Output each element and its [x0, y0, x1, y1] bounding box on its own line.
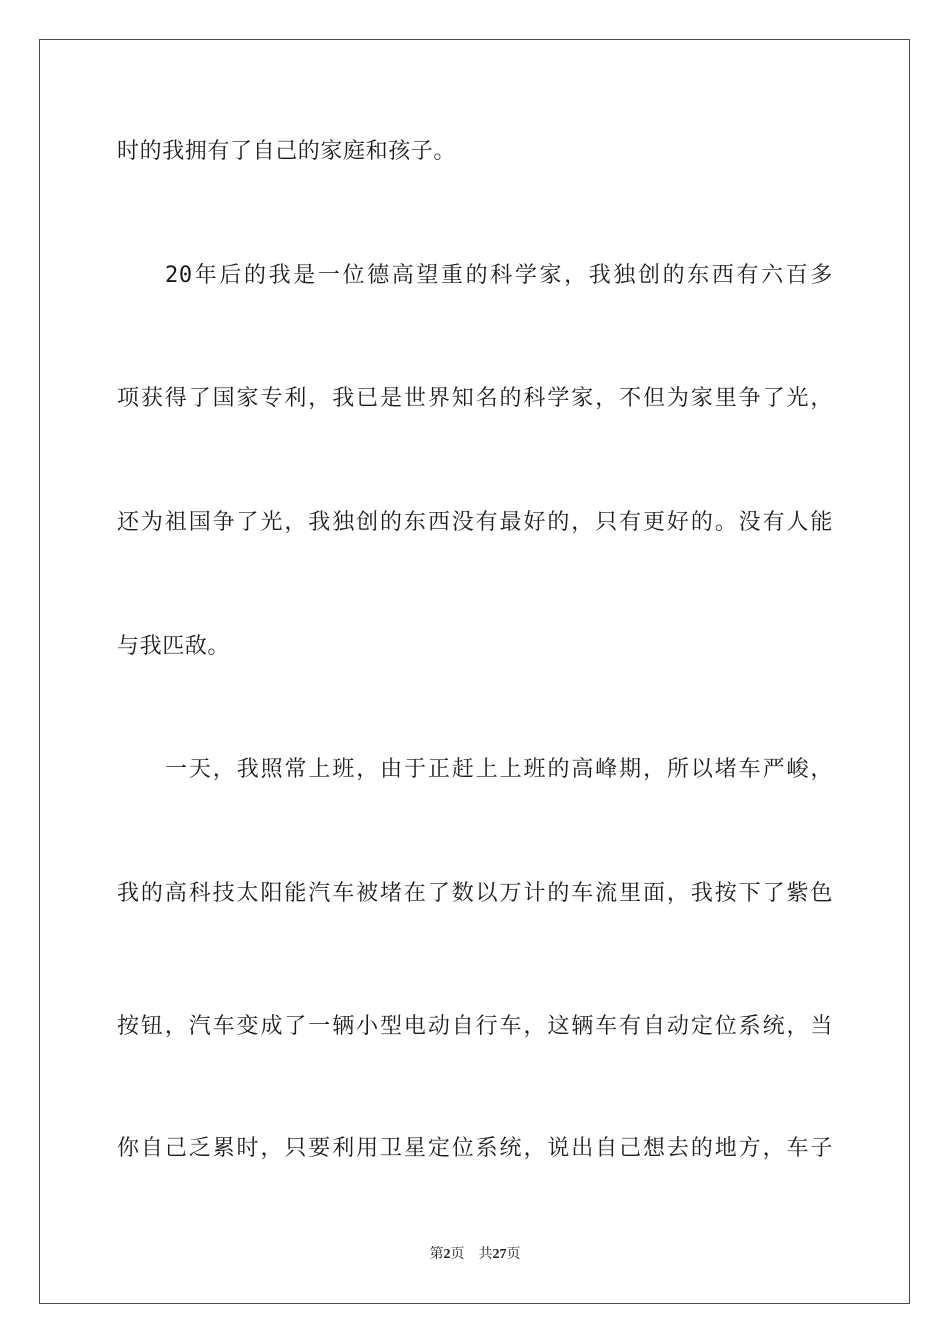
page-border	[39, 39, 910, 1304]
text-line-1: 时的我拥有了自己的家庭和孩子。	[117, 139, 457, 164]
text-line-9: 你自己乏累时，只要利用卫星定位系统，说出自己想去的地方，车子	[117, 1136, 833, 1161]
footer-total-prefix: 共	[478, 1247, 493, 1262]
text-line-3: 项获得了国家专利，我已是世界知名的科学家，不但为家里争了光，	[117, 386, 833, 411]
footer-page-number: 2	[443, 1247, 451, 1262]
page-footer	[0, 1246, 950, 1264]
footer-page-suffix: 页	[450, 1247, 465, 1262]
text-line-7: 我的高科技太阳能汽车被堵在了数以万计的车流里面，我按下了紫色	[117, 881, 833, 906]
footer-total-number: 27	[492, 1247, 507, 1262]
footer-total-suffix: 页	[506, 1247, 521, 1262]
text-line-6: 一天，我照常上班，由于正赶上上班的高峰期，所以堵车严峻，	[165, 757, 833, 782]
footer-page-prefix: 第	[429, 1247, 444, 1262]
text-line-8: 按钮，汽车变成了一辆小型电动自行车，这辆车有自动定位系统，当	[117, 1014, 833, 1039]
text-line-2: 20年后的我是一位德高望重的科学家，我独创的东西有六百多	[165, 263, 833, 288]
text-line-5: 与我匹敌。	[117, 634, 231, 659]
text-line-4: 还为祖国争了光，我独创的东西没有最好的，只有更好的。没有人能	[117, 510, 833, 535]
